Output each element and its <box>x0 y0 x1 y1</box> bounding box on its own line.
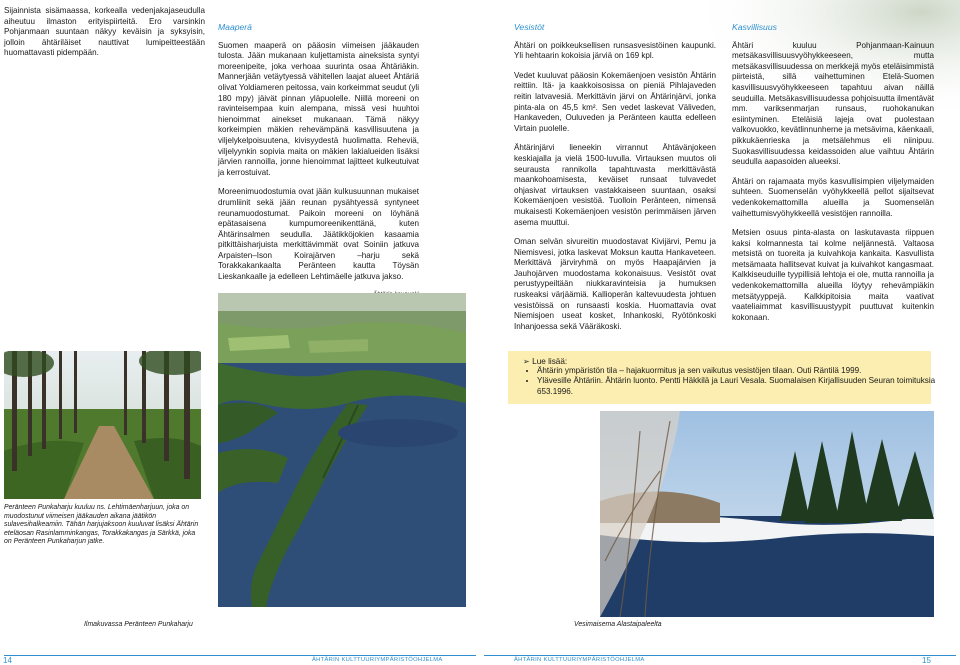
kasvillisuus-paragraph-3: Metsien osuus pinta-alasta on laskutavasta riippuen kaksi kolmannesta tai kolme neljännestä. Valtaosa metsistä on tuoreita ja kuivahkoja kankaita. Kasvullista metsämaata hallitsevat kuivat ja kuivahkot kangasmaat. Kalkkiseuduille tyypillisiä lehtoja ei ole, mutta rannoilla ja vedenkokemattomilla alueilla löytyy rehevämpiäkin metsätyyppejä. Kalkkipitoisia maita vaativat vaateliaimmat kasvillisuustyypit puuttuvat kuitenkin kokonaan. <box>732 228 934 322</box>
vesistot-paragraph-2: Vedet kuuluvat pääosin Kokemäenjoen vesistön Ähtärin reittiin. Itä- ja kaakkoisosissa on pieniä Pihlajaveden reitin latvavesiä. Merkittävin järvi on Ähtärinjärvi, jonka pinta-ala on 45,5 km². Sen vedet laskevat Väliveden, Hankaveden, Ouluveden ja Peränteen kautta edelleen Virtain puolelle. <box>514 70 716 133</box>
read-more-item: • Ylävesille Ähtäriin. Ähtärin luonto. Pentti Häkkilä ja Lauri Vesala. Suomalaisen Kirjallisuuden Seuran toimituksia 653.1996. <box>537 376 937 397</box>
left-page-number: 14 <box>3 656 12 665</box>
river-photo-caption: Vesimaisema Alastaipaleelta <box>574 621 662 628</box>
left-footer-title: ÄHTÄRIN KULTTUURIYMPÄRISTÖOHJELMA <box>312 657 443 663</box>
read-more-title: ➢ Lue lisää: <box>523 357 568 366</box>
right-column-2 <box>732 22 934 332</box>
river-landscape-photo <box>600 411 934 617</box>
right-page-number: 15 <box>922 656 931 665</box>
right-footer-title: ÄHTÄRIN KULTTUURIYMPÄRISTÖOHJELMA <box>514 657 645 663</box>
right-footer-line <box>484 655 956 656</box>
arrow-icon: ➢ <box>523 357 533 366</box>
aerial-photo-caption: Ilmakuvassa Peränteen Punkaharju <box>84 621 193 628</box>
intro-paragraph: Sijainnista sisämaassa, korkealla vedenjakajaseudulla aiheutuu ilmaston erityispiirteitä. Ero varsinkin Pohjanmaan suuntaan näkyy keväisin ja syksyisin, jolloin ähtäriläiset nauttivat lumipeitteestään huomattavasti pidempään. <box>4 6 205 58</box>
kasvillisuus-paragraph-1: Ähtäri kuuluu Pohjanmaan-Kainuun metsäkasvillisuusvyöhykkeeseen, mutta metsäkasvillisuudessa on merkkejä myös eteläisimmistä piirteistä, sillä vaihettuminen Etelä-Suomen kasvillisuusvyöhykkeeseen tapahtuu aivan näillä seuduilla. Metsäkasvillisuudessa pohjoisuutta ilmentävät mm. variksenmarjan runsaus, ruohokanukan esiintyminen. Eteläisiä lajeja ovat puolestaan valkovuokko, kevätlinnunherne ja metsävirna, käenkaali, pikkukäenrieska ja metsälehmus eli niinipuu. Suokasvillisuudessa keidassoiden alue vaihtuu Ähtärin seudulla aapasoiden alueeksi. <box>732 40 935 167</box>
left-page <box>0 0 480 664</box>
forest-photo-caption: Peränteen Punkaharju kuuluu ns. Lehtimäenharjuun, joka on muodostunut viimeisen jääkauden aikana jäätikön sulavesihalkeamiin. Tähän harjujaksoon kuuluvat lisäksi Ähtärin eteläosan Rasinlamminkangas, Torakkakangas ja Särkkä, joka on Peränteen Punkaharjun jatke. <box>4 504 199 545</box>
vesistot-paragraph-4: Oman selvän sivureitin muodostavat Kivijärvi, Pemu ja Niemisvesi, jotka laskevat Moksun kautta Hankaveteen. Merkittävä järviryhmä on myös Haapajärvien ja Jauhojärven muodostama kokonaisuus. Vesistöt ovat perustyypeiltään niukkaravinteisia ja humuksen ruskeaksi värjäämiä. Kallioperän kaltevuudesta johtuen vesistöissä on runsaasti koskia. Huomattavia ovat Niemisjoen useat kosket, Inhankoski, Ryötönkoski Inhanjoessa sekä Vääräkoski. <box>514 237 716 331</box>
left-footer-line <box>4 655 476 656</box>
aerial-photo-punkaharju <box>218 293 466 607</box>
forest-path-photo <box>4 351 201 499</box>
read-more-box <box>508 351 936 404</box>
left-column-1 <box>4 6 205 73</box>
kasvillisuus-heading: Kasvillisuus <box>732 22 777 32</box>
right-page <box>480 0 960 664</box>
maapera-heading: Maaperä <box>218 22 252 32</box>
kasvillisuus-paragraph-2: Ähtäri on rajamaata myös kasvullisimpien viljelymaiden suhteen. Suomenselän vyöhykkeellä pellot sijaitsevat vedenkokemattomilla alueilla ja Suomenselän vaihettumisvyöhykkeellä vesistöjen rannoilla. <box>732 176 934 218</box>
maapera-paragraph-2: Moreenimuodostumia ovat jään kulkusuunnan mukaiset drumliinit sekä jään reunan pysähtyessä syntyneet reunamuodostumat. Paikoin moreeni on löyhänä epätasaisena kumpumoreenikenttänä, kuten Ähtärinsalmen seudulla. Jäätikköjokien kasaamia pitkittäisharjuista merkittävimmät ovat Soiniin jatkuva Arpaisten–Ison Koirajärven –harju sekä Torakkakankaalta Peränteen kautta Töysän Lieskankaalle ja edelleen Lehtimäelle jatkuva jakso. <box>218 187 419 282</box>
vesistot-paragraph-1: Ähtäri on poikkeuksellisen runsasvesistöinen kaupunki. Yli hehtaarin kokoisia järviä on 169 kpl. <box>514 40 716 61</box>
read-more-item: • Ähtärin ympäristön tila – hajakuormitus ja sen vaikutus vesistöjen tilaan. Outi Räntilä 1999. <box>537 366 937 376</box>
vesistot-heading: Vesistöt <box>514 22 545 32</box>
vesistot-paragraph-3: Ähtärinjärvi lieneekin virrannut Ähtävänjokeen keskiajalla ja vielä 1500-luvulla. Virtauksen muutos oli seurausta rannikolla tapahtuvasta merkittävästä maankohoamisesta, keväiset runsaat tulvavedet ohjasivat virtauksen vastakkaiseen suuntaan, osaksi Kokemäenjoen vesistöä. Tuolloin Peränteen, nimensä mukaisesti Kokemäenjoen vesistön perimmäisen järven asema muuttui. <box>514 143 716 227</box>
read-more-list <box>523 366 937 397</box>
right-column-1 <box>514 22 716 341</box>
maapera-paragraph-1: Suomen maaperä on pääosin viimeisen jääkauden tulosta. Jään mukanaan kuljettamista aineksista syntyi moreenipeite, joka verhoaa suurinta osaa Ähtäriäkin. Mannerjään vetäytyessä vähitellen laajat alueet Ähtäriä olivat Yoldiameren peitossa, vain korkeimmat seudut (yli 180 mpy) jäivät pinnan yläpuolelle. Niillä moreeni on ravinteisempaa kuin alempana, missä vesi huuhtoi hienoimmat ainekset mukanaan. Tämä näkyy korkeimpien mäkien rehevämpänä kasvillisuutena ja viljelykelpoisuutena, kivisyydestä huolimatta. Reheviä, viljelyynkin sopivia maita on mäkien lakialueiden lisäksi järvien rannoilla, jonne hienoimmat lajitteet kulkeutuivat ja kerrostuivat. <box>218 40 419 177</box>
left-column-2 <box>218 22 419 300</box>
